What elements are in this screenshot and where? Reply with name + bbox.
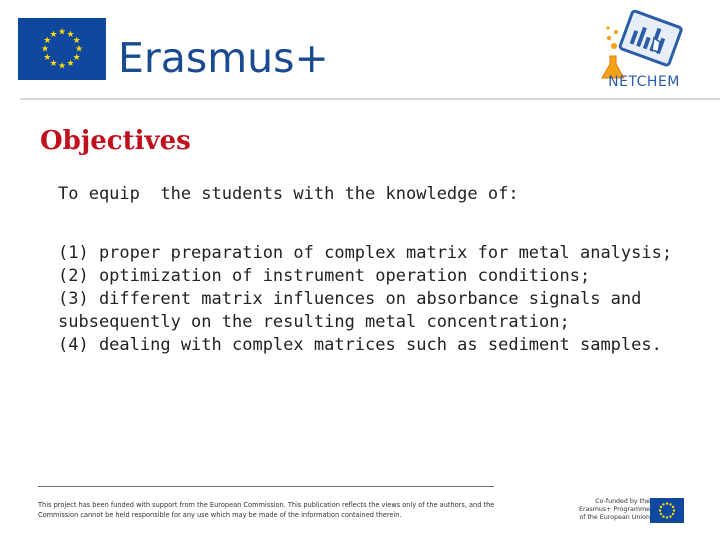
svg-text:★: ★ [57, 27, 67, 38]
svg-text:★: ★ [49, 59, 58, 70]
eu-flag-small-icon [650, 498, 684, 523]
header [0, 0, 720, 100]
header-divider [20, 98, 720, 100]
objective-item: (2) optimization of instrument operation conditions; [58, 266, 591, 286]
netchem-logo-text: NETCHEM [608, 74, 680, 90]
cofunded-line: Erasmus+ Programme [579, 506, 650, 513]
eu-flag-icon [18, 18, 106, 80]
objective-item: (1) proper preparation of complex matrix for metal analysis; [58, 243, 673, 263]
objective-item: (4) dealing with complex matrices such as sediment samples. [58, 335, 662, 355]
footer-rule [38, 486, 494, 487]
cofunded-line: Co-funded by the [595, 498, 650, 505]
svg-text:★: ★ [40, 44, 50, 55]
intro-text: To equip the students with the knowledge of: [58, 184, 519, 204]
svg-text:★: ★ [72, 53, 81, 63]
svg-text:★: ★ [43, 53, 52, 63]
svg-text:★: ★ [74, 44, 84, 55]
cofunded-label [566, 498, 650, 522]
slide-title: Objectives [40, 126, 191, 156]
objective-item: (3) different matrix influences on absorbance signals and [58, 289, 642, 309]
svg-text:★: ★ [49, 29, 58, 40]
svg-text:★: ★ [66, 29, 75, 40]
cofunded-line: of the European Union [579, 514, 650, 521]
erasmus-plus-logo: Erasmus+ [118, 34, 329, 82]
svg-text:★: ★ [66, 59, 75, 70]
objectives-list [58, 242, 708, 357]
svg-text:★: ★ [57, 61, 67, 72]
objective-item: subsequently on the resulting metal concentration; [58, 312, 570, 332]
funding-disclaimer: This project has been funded with support from the European Commission. This publication reflects the views only of the authors, and the Commission cannot be held responsible for any use which may be made of the information contained therein. [38, 501, 495, 519]
svg-text:★: ★ [72, 36, 81, 46]
svg-text:★: ★ [43, 36, 52, 46]
